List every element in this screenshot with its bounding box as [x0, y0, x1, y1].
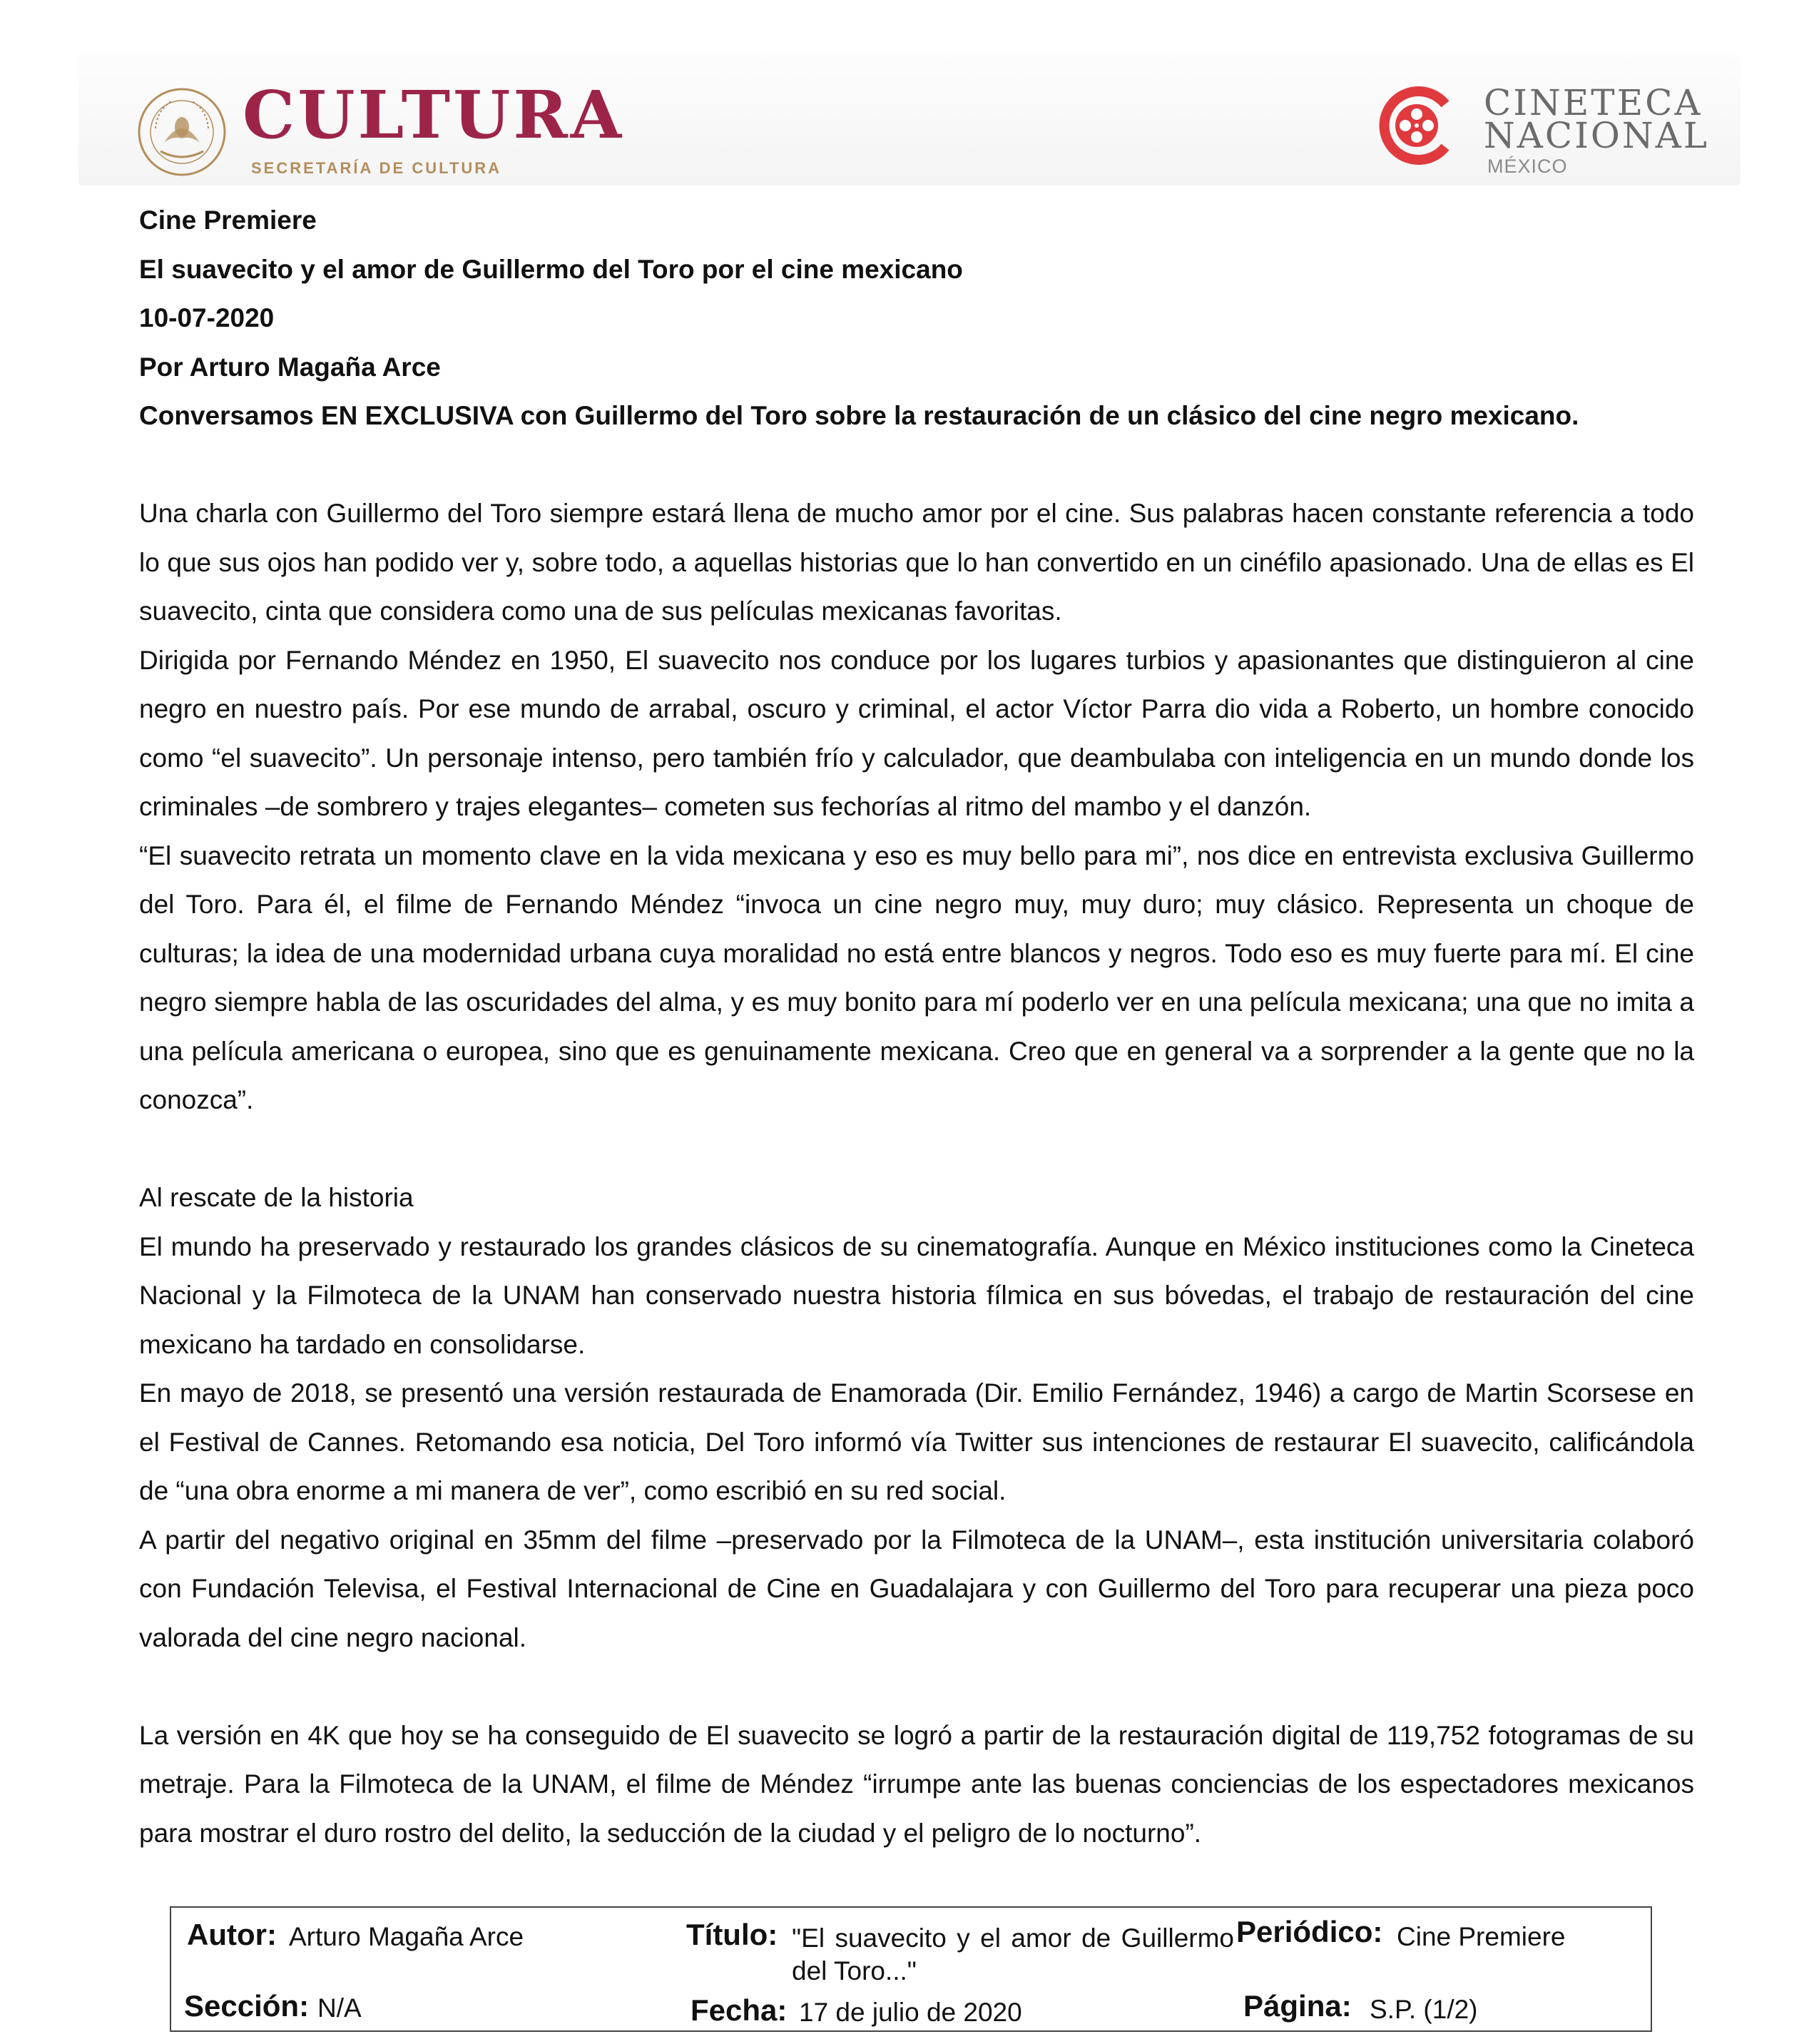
cultura-subtitle: SECRETARÍA DE CULTURA — [251, 159, 502, 177]
article-lead: Conversamos EN EXCLUSIVA con Guillermo del Toro sobre la restauración de un clásico del cine negro mexicano. — [139, 401, 1579, 430]
cineteca-word: CINETECA — [1484, 82, 1703, 123]
nacional-word: NACIONAL — [1484, 115, 1709, 156]
periodico-value: Cine Premiere — [1397, 1922, 1566, 1951]
periodico-label: Periódico: — [1236, 1915, 1383, 1948]
titulo-label: Título: — [686, 1918, 778, 1951]
article-date: 10-07-2020 — [139, 303, 275, 332]
cineteca-logo — [1377, 82, 1709, 178]
spacer — [139, 1125, 1694, 1174]
article-body — [139, 489, 1694, 1858]
fecha-value: 17 de julio de 2020 — [799, 1998, 1022, 2027]
mexican-seal-icon — [136, 86, 228, 178]
paragraph: A partir del negativo original en 35mm del filme –preservado por la Filmoteca de la UNAM–, esta institución universitaria colaboró con Fundación Televisa, el Festival Internacional de Cine en Guadalajara y con Guillermo del Toro para recuperar una pieza poco valorada del cine negro nacional. — [139, 1525, 1694, 1652]
cultura-logo — [136, 76, 625, 182]
seccion-label: Sección: — [184, 1989, 310, 2023]
publication-name: Cine Premiere — [139, 205, 317, 235]
paragraph: Una charla con Guillermo del Toro siempre estará llena de mucho amor por el cine. Sus palabras hacen constante referencia a todo lo que sus ojos han podido ver y, sobre todo, a aquellas historias que lo han convertido en un cinéfilo apasionado. Una de ellas es El suavecito, cinta que considera como una de sus películas mexicanas favoritas. — [139, 499, 1694, 626]
autor-value: Arturo Magaña Arce — [289, 1922, 524, 1951]
spacer — [139, 441, 1694, 490]
article — [139, 196, 1694, 1858]
seccion-value: N/A — [317, 1993, 362, 2023]
paragraph: La versión en 4K que hoy se ha conseguido de El suavecito se logró a partir de la restauración digital de 119,752 fotogramas de su metraje. Para la Filmoteca de la UNAM, el filme de Méndez “irrumpe ante las buenas conciencias de los espectadores mexicanos para mostrar el duro rostro del delito, la seducción de la ciudad y el peligro de lo nocturno”. — [139, 1720, 1694, 1848]
article-headline: El suavecito y el amor de Guillermo del Toro por el cine mexicano — [139, 254, 963, 284]
clipping-info-box — [170, 1906, 1652, 2032]
pagina-label: Página: — [1243, 1989, 1352, 2023]
autor-label: Autor: — [187, 1918, 277, 1951]
mexico-word: MÉXICO — [1487, 156, 1568, 177]
cultura-wordmark: CULTURA — [243, 76, 625, 153]
paragraph: El mundo ha preservado y restaurado los grandes clásicos de su cinematografía. Aunque en México instituciones como la Cineteca Nacional y la Filmoteca de la UNAM han conservado nuestra historia fílmica en sus bóvedas, el trabajo de restauración del cine mexicano ha tardado en consolidarse. — [139, 1231, 1694, 1359]
fecha-label: Fecha: — [691, 1993, 788, 2027]
paragraph: Dirigida por Fernando Méndez en 1950, El suavecito nos conduce por los lugares turbios y apasionantes que distinguieron al cine negro en nuestro país. Por ese mundo de arrabal, oscuro y criminal, el actor Víctor Parra dio vida a Roberto, un hombre conocido como “el suavecito”. Un personaje intenso, pero también frío y calculador, que deambulaba con inteligencia en un mundo donde los criminales –de sombrero y trajes elegantes– cometen sus fechorías al ritmo del mambo y el danzón. — [139, 645, 1694, 821]
article-meta — [139, 196, 1694, 441]
paragraph: “El suavecito retrata un momento clave en la vida mexicana y eso es muy bello para mi”, nos dice en entrevista exclusiva Guillermo del Toro. Para él, el filme de Fernando Méndez “invoca un cine negro muy, muy duro; muy clásico. Representa un choque de culturas; la idea de una modernidad urbana cuya moralidad no está entre blancos y negros. Todo eso es muy fuerte para mí. El cine negro siempre habla de las oscuridades del alma, y es muy bonito para mí poderlo ver en una película mexicana; una que no imita a una película americana o europea, sino que es genuinamente mexicana. Creo que en general va a sorprender a la gente que no la conozca”. — [139, 840, 1694, 1114]
section-heading: Al rescate de la historia — [139, 1183, 414, 1212]
pagina-value: S.P. (1/2) — [1370, 1995, 1478, 2024]
titulo-value: "El suavecito y el amor de Guillermo del Toro..." — [792, 1923, 1234, 1985]
paragraph: En mayo de 2018, se presentó una versión restaurada de Enamorada (Dir. Emilio Fernández, 1946) a cargo de Martin Scorsese en el Festival de Cannes. Retomando esa noticia, Del Toro informó vía Twitter sus intenciones de restaurar El suavecito, calificándola de “una obra enorme a mi manera de ver”, como escribió en su red social. — [139, 1378, 1694, 1505]
spacer — [139, 1662, 1694, 1712]
film-reel-icon — [1377, 86, 1457, 166]
article-byline: Por Arturo Magaña Arce — [139, 352, 441, 382]
